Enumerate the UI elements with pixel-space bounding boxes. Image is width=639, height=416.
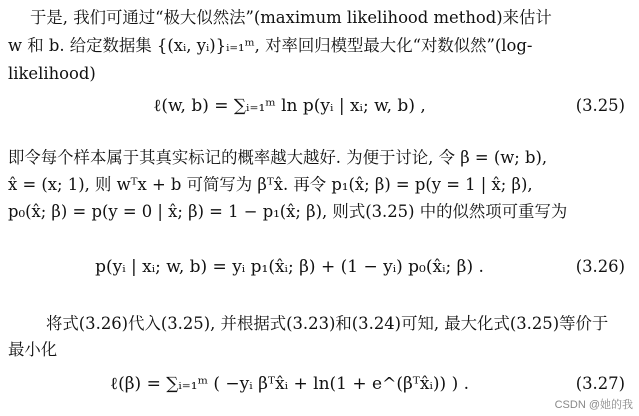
text-line-5: x̂ = (x; 1), 则 wᵀx + b 可简写为 βᵀx̂. 再令 p₁(x̂; β) = p(y = 1 | x̂; β), <box>8 175 533 194</box>
equation-formula: ℓ(w, b) = ∑ᵢ₌₁ᵐ ln p(yᵢ | xᵢ; w, b) , <box>153 96 426 116</box>
text-line-2: w 和 b. 给定数据集 {(xᵢ, yᵢ)}ᵢ₌₁ᵐ, 对率回归模型最大化“对数似然”(log- <box>8 36 533 55</box>
text-line-7: 将式(3.26)代入(3.25), 并根据式(3.23)和(3.24)可知, 最大化式(3.25)等价于 <box>46 314 609 333</box>
text-line-6: p₀(x̂; β) = p(y = 0 | x̂; β) = 1 − p₁(x̂; β), 则式(3.25) 中的似然项可重写为 <box>8 202 568 221</box>
text-line-8: 最小化 <box>8 340 58 359</box>
equation-number: (3.27) <box>575 374 625 393</box>
csdn-watermark: CSDN @她的我 <box>554 399 633 411</box>
text-line-4: 即令每个样本属于其真实标记的概率越大越好. 为便于讨论, 令 β = (w; b), <box>8 148 548 167</box>
equation-number: (3.26) <box>575 257 625 276</box>
text-line-1: 于是, 我们可通过“极大似然法”(maximum likelihood method)来估计 <box>30 8 552 27</box>
text-line-3: likelihood) <box>8 64 96 83</box>
equation-3-25 <box>0 80 639 132</box>
equation-number: (3.25) <box>575 96 625 115</box>
equation-formula: p(yᵢ | xᵢ; w, b) = yᵢ p₁(x̂ᵢ; β) + (1 − yᵢ) p₀(x̂ᵢ; β) . <box>95 257 484 277</box>
equation-formula: ℓ(β) = ∑ᵢ₌₁ᵐ ( −yᵢ βᵀx̂ᵢ + ln(1 + e^(βᵀx̂ᵢ)) ) . <box>109 374 470 394</box>
equation-3-27 <box>0 358 639 410</box>
equation-3-26 <box>0 241 639 293</box>
